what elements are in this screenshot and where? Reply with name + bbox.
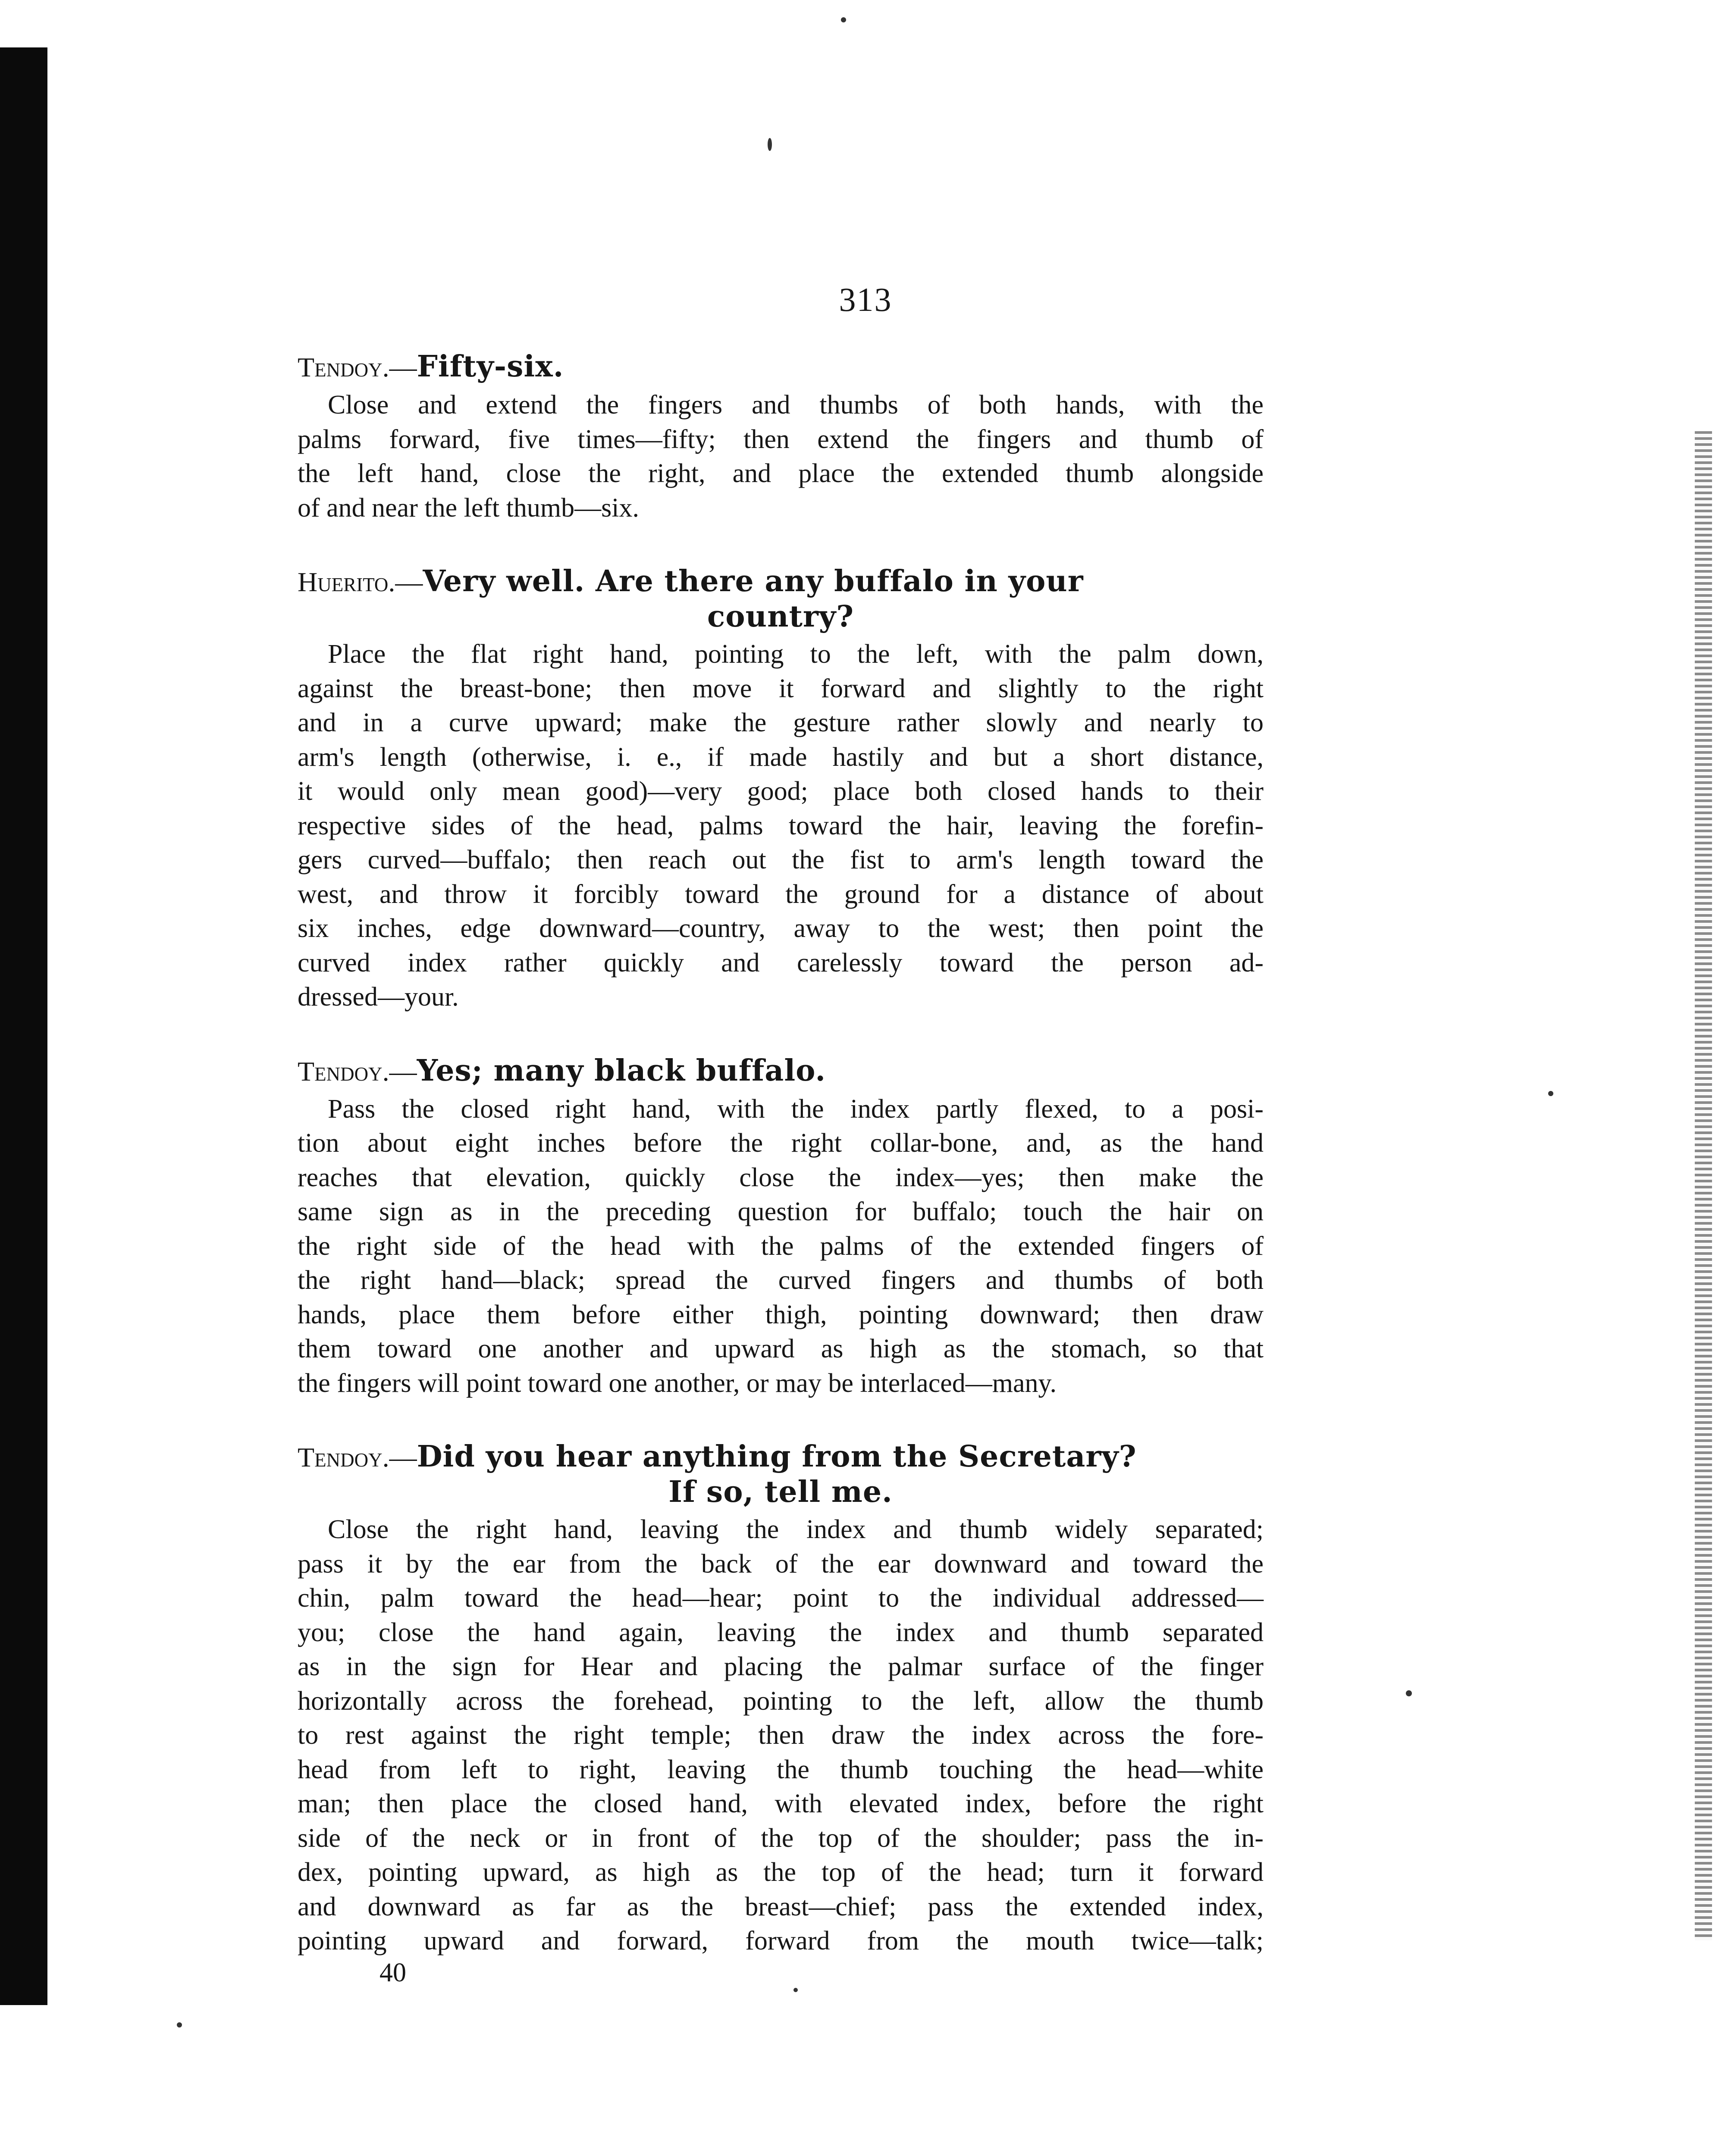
spoken-phrase: Very well. Are there any buffalo in your	[423, 564, 1084, 599]
text-line: to rest against the right temple; then draw the index across the fore-	[298, 1720, 1264, 1750]
speaker-name: Huerito.	[298, 567, 395, 597]
scan-speck	[1548, 1091, 1553, 1096]
spoken-phrase-continued: country?	[707, 599, 854, 634]
sign-description	[298, 637, 1264, 1015]
dialogue-entry	[298, 1053, 1264, 1401]
text-line: arm's length (otherwise, i. e., if made hastily and but a short distance,	[298, 742, 1264, 772]
text-line: the right hand—black; spread the curved fingers and thumbs of both	[298, 1266, 1264, 1295]
scan-speck	[768, 138, 772, 151]
text-line: dressed—your.	[298, 982, 459, 1012]
spoken-phrase: Fifty-six.	[417, 349, 564, 384]
text-line: reaches that elevation, quickly close the index—yes; then make the	[298, 1163, 1264, 1192]
entry-heading	[298, 349, 1264, 385]
text-line: gers curved—buffalo; then reach out the fist to arm's length toward the	[298, 845, 1264, 874]
text-line: as in the sign for Hear and placing the palmar surface of the finger	[298, 1652, 1264, 1681]
heading-dash: —	[389, 352, 417, 382]
text-line: same sign as in the preceding question for buffalo; touch the hair on	[298, 1197, 1264, 1226]
entry-heading	[298, 1053, 1264, 1089]
text-line: six inches, edge downward—country, away to the west; then point the	[298, 914, 1264, 943]
text-line: and in a curve upward; make the gesture rather slowly and nearly to	[298, 708, 1264, 737]
text-line: it would only mean good)—very good; place both closed hands to their	[298, 777, 1264, 806]
spoken-phrase: Yes; many black buffalo.	[417, 1053, 826, 1088]
entry-heading	[298, 1439, 1264, 1475]
printer-signature-mark: 40	[379, 1958, 406, 1987]
entry-heading	[298, 564, 1264, 599]
text-line: you; close the hand again, leaving the index and thumb separated	[298, 1617, 1264, 1647]
speaker-name: Tendoy.	[298, 352, 389, 382]
speaker-name: Tendoy.	[298, 1442, 389, 1473]
text-line: against the breast-bone; then move it forward and slightly to the right	[298, 674, 1264, 703]
text-line: the fingers will point toward one another, or may be interlaced—many.	[298, 1368, 1057, 1398]
text-line: hands, place them before either thigh, pointing downward; then draw	[298, 1300, 1264, 1329]
text-line: Close and extend the fingers and thumbs of both hands, with the	[328, 390, 1264, 420]
sign-description	[298, 1092, 1264, 1401]
dialogue-entry	[298, 1439, 1264, 1959]
text-line: the left hand, close the right, and place the extended thumb alongside	[298, 459, 1264, 488]
text-line: horizontally across the forehead, pointing to the left, allow the thumb	[298, 1686, 1264, 1716]
text-line: west, and throw it forcibly toward the ground for a distance of about	[298, 879, 1264, 909]
text-line: head from left to right, leaving the thumb touching the head—white	[298, 1755, 1264, 1784]
text-line: curved index rather quickly and carelessly toward the person ad-	[298, 948, 1264, 978]
text-line: side of the neck or in front of the top of the shoulder; pass the in-	[298, 1823, 1264, 1853]
scan-speck	[841, 17, 846, 22]
dialogue-entry	[298, 349, 1264, 525]
text-line: dex, pointing upward, as high as the top of the head; turn it forward	[298, 1858, 1264, 1887]
text-line: pass it by the ear from the back of the ear downward and toward the	[298, 1549, 1264, 1579]
heading-dash: —	[389, 1442, 417, 1473]
dialogue-entry	[298, 564, 1264, 1015]
scan-right-edge-strip	[1695, 431, 1712, 1940]
sign-description	[298, 1513, 1264, 1959]
text-line: pointing upward and forward, forward from the mouth twice—talk;	[298, 1926, 1264, 1955]
text-line: palms forward, five times—fifty; then extend the fingers and thumb of	[298, 424, 1264, 454]
text-line: chin, palm toward the head—hear; point to the individual addressed—	[298, 1583, 1264, 1613]
text-line: tion about eight inches before the right collar-bone, and, as the hand	[298, 1128, 1264, 1158]
text-line: man; then place the closed hand, with elevated index, before the right	[298, 1789, 1264, 1818]
spoken-phrase-continued: If so, tell me.	[668, 1475, 893, 1509]
scan-speck	[1406, 1690, 1412, 1696]
speaker-name: Tendoy.	[298, 1056, 389, 1087]
page-number: 313	[839, 281, 892, 318]
scan-left-edge-bar	[0, 47, 47, 2005]
heading-dash: —	[389, 1056, 417, 1087]
text-line: the right side of the head with the palms of the extended fingers of	[298, 1231, 1264, 1261]
text-line: them toward one another and upward as high as the stomach, so that	[298, 1334, 1264, 1363]
sign-description	[298, 388, 1264, 525]
text-line: and downward as far as the breast—chief; pass the extended index,	[298, 1892, 1264, 1921]
page-body	[298, 349, 1264, 1997]
heading-dash: —	[395, 567, 423, 597]
text-line: Close the right hand, leaving the index and thumb widely separated;	[328, 1515, 1264, 1544]
scan-speck	[177, 2022, 182, 2028]
text-line: Place the flat right hand, pointing to the left, with the palm down,	[328, 639, 1264, 669]
text-line: Pass the closed right hand, with the index partly flexed, to a posi-	[328, 1094, 1264, 1124]
text-line: respective sides of the head, palms toward the hair, leaving the forefin-	[298, 811, 1264, 840]
spoken-phrase: Did you hear anything from the Secretary?	[417, 1439, 1137, 1474]
text-line: of and near the left thumb—six.	[298, 493, 640, 523]
